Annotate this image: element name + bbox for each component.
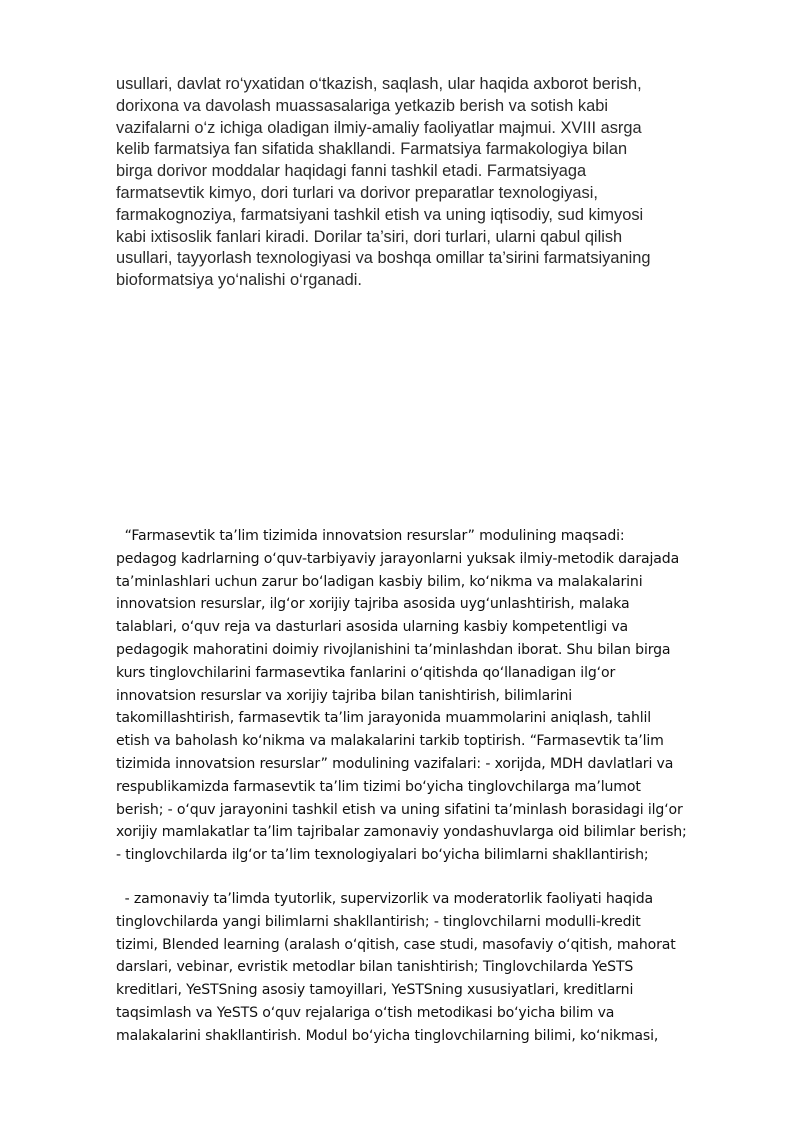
paragraph-bottom [116,888,748,1048]
text-line: tizimida innovatsion resurslar” modulining vazifalari: - xorijda, MDH davlatlari va [116,755,674,772]
text-line: tizimi, Blended learning (aralash o‘qitish, case studi, masofaviy o‘qitish, mahorat [116,936,676,953]
text-line: - tinglovchilarda ilg‘or ta’lim texnologiyalari bo‘yicha bilimlarni shakllantirish; [116,847,649,864]
text-line: malakalarini shakllantirish. Modul bo‘yicha tinglovchilarning bilimi, ko‘nikmasi, [116,1027,659,1044]
text-line: innovatsion resurslar, ilg‘or xorijiy tajriba asosida uyg‘unlashtirish, malaka [116,596,630,613]
text-line: taqsimlash va YeSTS o‘quv rejalariga o‘tish metodikasi bo‘yicha bilim va [116,1004,615,1021]
text-line: darslari, vebinar, evristik metodlar bilan tanishtirish; Tinglovchilarda YeSTS [116,959,634,976]
text-line: dorixona va davolash muassasalariga yetkazib berish va sotish kabi [116,96,608,115]
text-line: kurs tinglovchilarini farmasevtika fanlarini o‘qitishda qo‘llanadigan ilg‘or [116,664,616,681]
text-line: vazifalarni o‘z ichiga oladigan ilmiy-amaliy faoliyatlar majmui. XVIII asrga [116,118,642,137]
paragraph-top [116,74,746,292]
text-line: pedagog kadrlarning o‘quv-tarbiyaviy jarayonlarni yuksak ilmiy-metodik darajada [116,550,680,567]
text-line: berish; - o‘quv jarayonini tashkil etish va uning sifatini ta’minlash borasidagi ilg‘or [116,801,683,818]
text-line: “Farmasevtik ta’lim tizimida innovatsion resurslar” modulining maqsadi: [116,528,625,544]
text-line: kabi ixtisoslik fanlari kiradi. Dorilar ta’siri, dori turlari, ularni qabul qilish [116,227,623,246]
text-line: bioformatsiya yo‘nalishi o‘rganadi. [116,271,362,290]
text-line: talablari, o‘quv reja va dasturlari asosida ularning kasbiy kompetentligi va [116,619,629,636]
text-line: ta’minlashlari uchun zarur bo‘ladigan kasbiy bilim, ko‘nikma va malakalarini [116,573,643,590]
text-line: birga dorivor moddalar haqidagi fanni tashkil etadi. Farmatsiyaga [116,162,587,181]
text-line: respublikamizda farmasevtik ta’lim tizimi bo‘yicha tinglovchilarga ma’lumot [116,778,641,795]
text-line: pedagogik mahoratini doimiy rivojlanishini ta’minlashdan iborat. Shu bilan birga [116,641,671,658]
paragraph-middle [116,525,748,867]
text-line: usullari, tayyorlash texnologiyasi va boshqa omillar ta’sirini farmatsiyaning [116,249,651,268]
text-line: kelib farmatsiya fan sifatida shakllandi. Farmatsiya farmakologiya bilan [116,140,628,159]
text-line: usullari, davlat ro‘yxatidan o‘tkazish, saqlash, ular haqida axborot berish, [116,75,642,93]
text-line: etish va baholash ko‘nikma va malakalarini tarkib toptirish. “Farmasevtik ta’lim [116,733,664,750]
text-line: tinglovchilarda yangi bilimlarni shakllantirish; - tinglovchilarni modulli-kredit [116,913,641,930]
text-line: innovatsion resurslar va xorijiy tajriba bilan tanishtirish, bilimlarini [116,687,573,704]
text-line: takomillashtirish, farmasevtik ta’lim jarayonida muammolarini aniqlash, tahlil [116,710,652,727]
text-line: - zamonaviy ta’limda tyutorlik, supervizorlik va moderatorlik faoliyati haqida [116,891,653,907]
text-line: xorijiy mamlakatlar ta’lim tajribalar zamonaviy yondashuvlarga oid bilimlar berish; [116,824,687,841]
text-line: farmakognoziya, farmatsiyani tashkil etish va uning iqtisodiy, sud kimyosi [116,205,644,224]
text-line: farmatsevtik kimyo, dori turlari va dorivor preparatlar texnologiyasi, [116,183,598,202]
text-line: kreditlari, YeSTSning asosiy tamoyillari, YeSTSning xususiyatlari, kreditlarni [116,982,634,999]
